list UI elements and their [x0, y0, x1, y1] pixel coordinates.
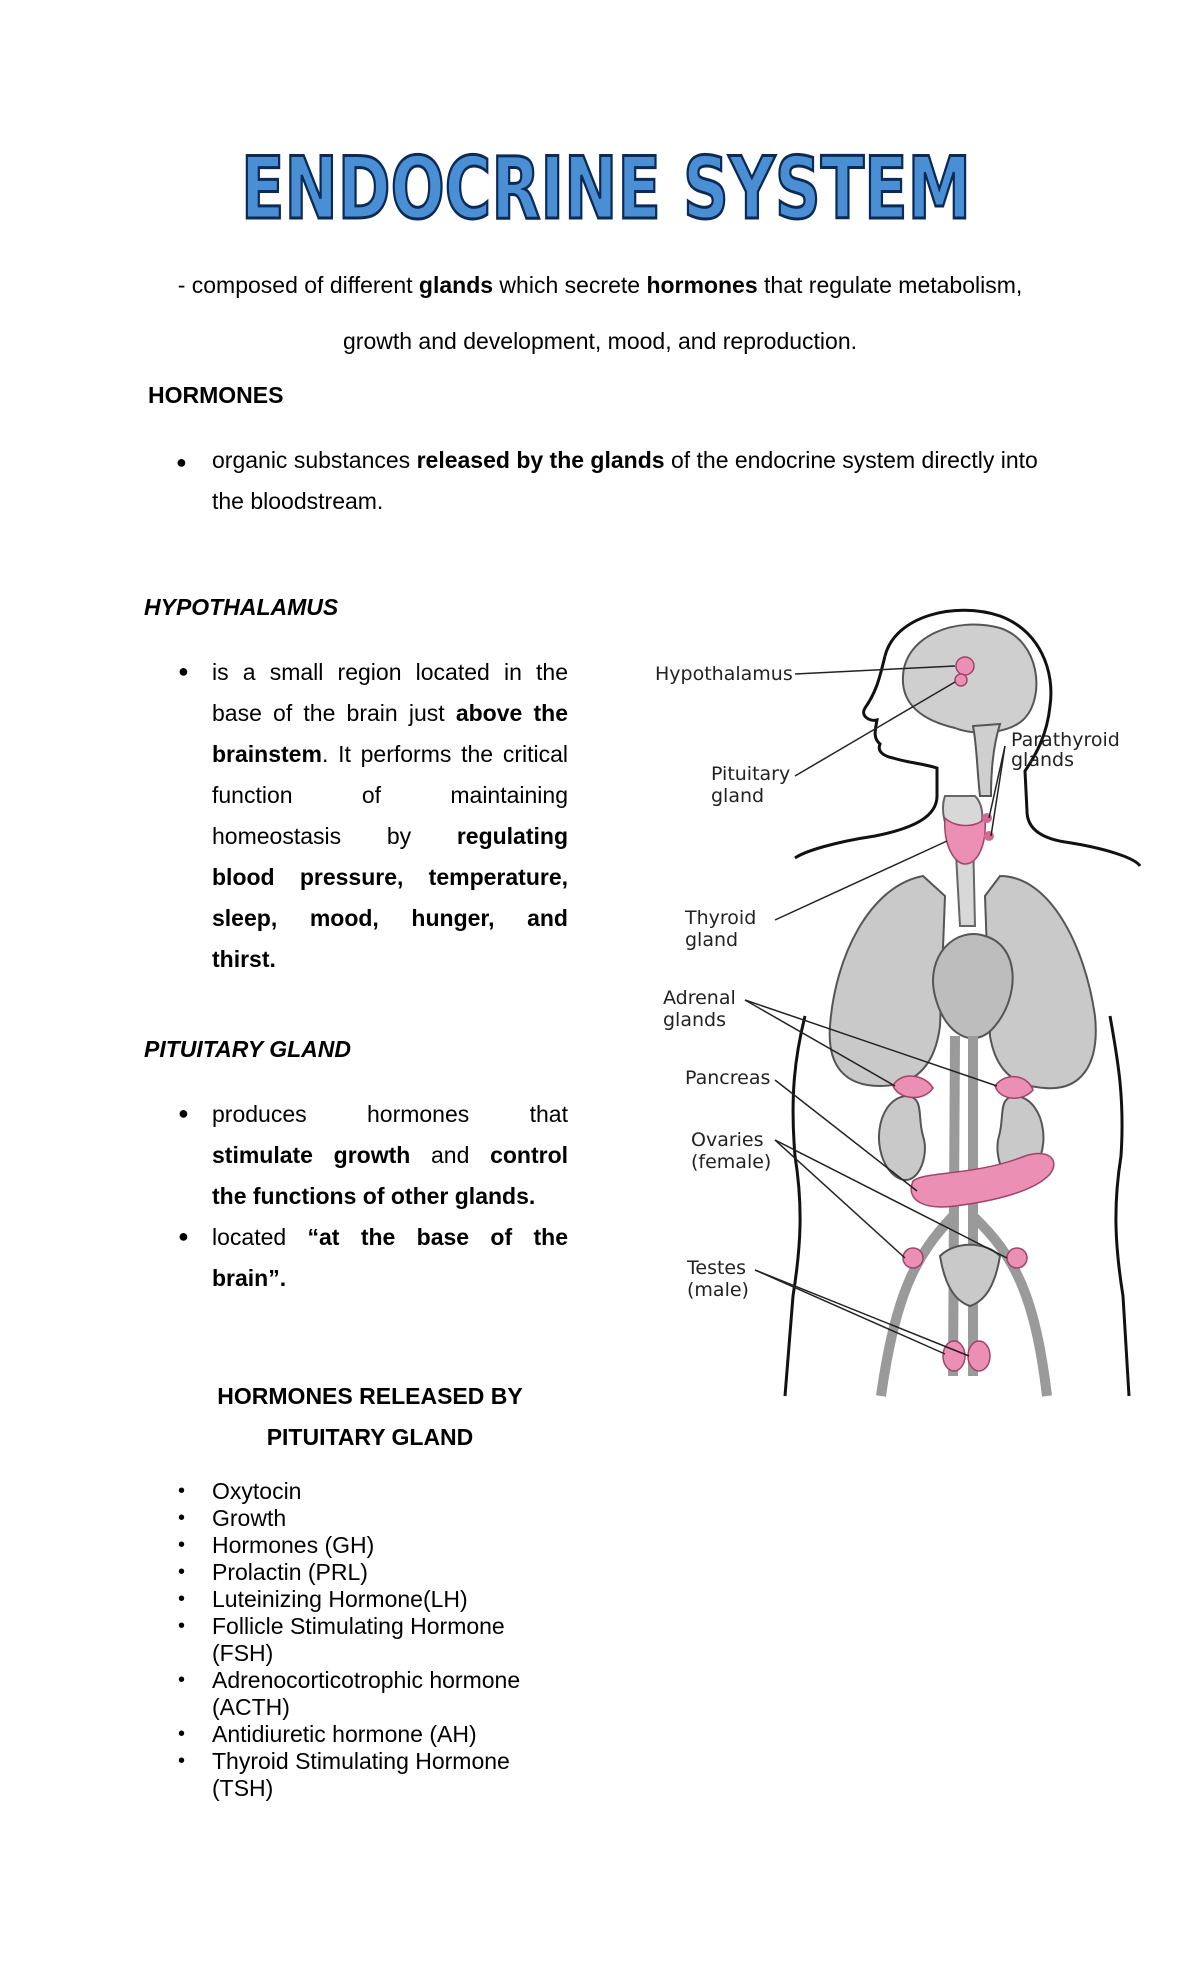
label-pituitary-1: Pituitary — [711, 763, 791, 785]
testis — [968, 1341, 990, 1371]
released-heading — [200, 1376, 540, 1458]
bold-text: “at the base of the — [307, 1224, 568, 1250]
text: base of the brain just — [212, 700, 456, 726]
list-item: • Growth — [178, 1505, 598, 1532]
label-pancreas: Pancreas — [685, 1067, 771, 1089]
text-line: blood pressure, temperature, — [212, 864, 568, 890]
hormones-bullet — [178, 440, 1078, 522]
intro-line-1 — [140, 270, 1060, 300]
parathyroid-gland — [984, 831, 994, 841]
label-testes-2: (male) — [687, 1279, 749, 1301]
list-item: • Adrenocorticotrophic hormone — [178, 1667, 598, 1694]
bold-text: regulating — [456, 823, 568, 849]
text-line: is a small region located in the — [212, 659, 568, 685]
hormones-heading: HORMONES — [148, 382, 284, 408]
hormone-list — [178, 1478, 598, 1802]
right-ovary — [1007, 1248, 1027, 1268]
label-thyroid-2: gland — [685, 929, 739, 951]
list-item: (FSH) — [212, 1640, 274, 1666]
bold-text: brainstem — [212, 741, 322, 767]
intro-bold-hormones: hormones — [646, 272, 758, 298]
text-line — [212, 693, 568, 734]
bullet-icon: ● — [176, 452, 187, 472]
left-lung — [830, 876, 945, 1086]
text: the bloodstream. — [212, 488, 384, 514]
pancreas — [911, 1154, 1054, 1207]
label-parathyroid-2: glands — [1011, 749, 1074, 771]
iliac-vessels — [881, 1216, 1047, 1396]
list-item: (ACTH) — [212, 1694, 290, 1720]
testis — [943, 1341, 965, 1371]
intro-line-2: growth and development, mood, and reproduction. — [343, 328, 857, 354]
pituitary-heading: PITUITARY GLAND — [144, 1036, 352, 1062]
text: of the endocrine system directly into — [664, 447, 1038, 473]
bullet-icon: ● — [178, 661, 189, 681]
list-item: • Prolactin (PRL) — [178, 1559, 598, 1586]
label-pituitary-2: gland — [711, 785, 765, 807]
text: homeostasis by — [212, 823, 457, 849]
text: . It performs the critical — [321, 741, 568, 767]
bullet-text — [212, 440, 1078, 522]
text-line: function of maintaining — [212, 782, 568, 808]
left-ovary — [903, 1248, 923, 1268]
pituitary-bullet-2 — [212, 1217, 568, 1299]
list-item: • Luteinizing Hormone(LH) — [178, 1586, 598, 1613]
pituitary-bullet-1 — [212, 1094, 568, 1217]
label-ovaries-1: Ovaries — [691, 1129, 764, 1151]
endocrine-diagram — [655, 596, 1155, 1396]
page-title: ENDOCRINE SYSTEM — [241, 139, 971, 239]
bullet-icon: ● — [178, 1226, 189, 1246]
thyroid-gland — [945, 818, 985, 864]
list-item: • Hormones (GH) — [178, 1532, 598, 1559]
label-thyroid-1: Thyroid — [685, 907, 757, 929]
left-adrenal-gland — [893, 1076, 933, 1097]
hypothalamus-paragraph — [212, 652, 568, 980]
title-banner — [236, 139, 976, 239]
bold-text: released by the glands — [416, 447, 665, 473]
list-item: • Thyroid Stimulating Hormone — [178, 1748, 598, 1775]
pituitary-gland — [955, 674, 967, 686]
list-item: • Follicle Stimulating Hormone — [178, 1613, 598, 1640]
hypothalamus-heading: HYPOTHALAMUS — [144, 594, 339, 620]
label-ovaries-2: (female) — [691, 1151, 772, 1173]
label-adrenal-2: glands — [663, 1009, 726, 1031]
text-line: thirst. — [212, 946, 276, 972]
text-line — [212, 1217, 568, 1258]
text: organic substances — [212, 447, 417, 473]
heading-line: PITUITARY GLAND — [266, 1424, 474, 1450]
hypothalamus-gland — [956, 657, 974, 675]
text-line — [212, 734, 568, 775]
list-item: • Oxytocin — [178, 1478, 598, 1505]
text-line — [212, 816, 568, 857]
text-line: the functions of other glands. — [212, 1183, 536, 1209]
text-line: brain”. — [212, 1265, 287, 1291]
intro-text: that regulate metabolism, — [757, 272, 1023, 298]
text-line: sleep, mood, hunger, and — [212, 905, 568, 931]
intro-text: which secrete — [493, 272, 647, 298]
label-adrenal-1: Adrenal — [663, 987, 736, 1009]
bold-text: stimulate growth — [212, 1142, 411, 1168]
bullet-icon: ● — [178, 1103, 189, 1123]
list-item: • Antidiuretic hormone (AH) — [178, 1721, 598, 1748]
text-line — [212, 1135, 568, 1176]
label-testes-1: Testes — [687, 1257, 747, 1279]
heading-line: HORMONES RELEASED BY — [217, 1383, 523, 1409]
label-parathyroid-1: Parathyroid — [1011, 729, 1120, 751]
intro-text: - composed of different — [177, 272, 419, 298]
bold-text: above the — [455, 700, 568, 726]
brain — [903, 625, 1037, 733]
label-hypothalamus: Hypothalamus — [655, 663, 793, 685]
intro-bold-glands: glands — [418, 272, 494, 298]
text-line: produces hormones that — [212, 1101, 568, 1127]
text: located — [212, 1224, 308, 1250]
list-item: (TSH) — [212, 1775, 274, 1801]
text: and — [410, 1142, 491, 1168]
bold-text: control — [490, 1142, 569, 1168]
